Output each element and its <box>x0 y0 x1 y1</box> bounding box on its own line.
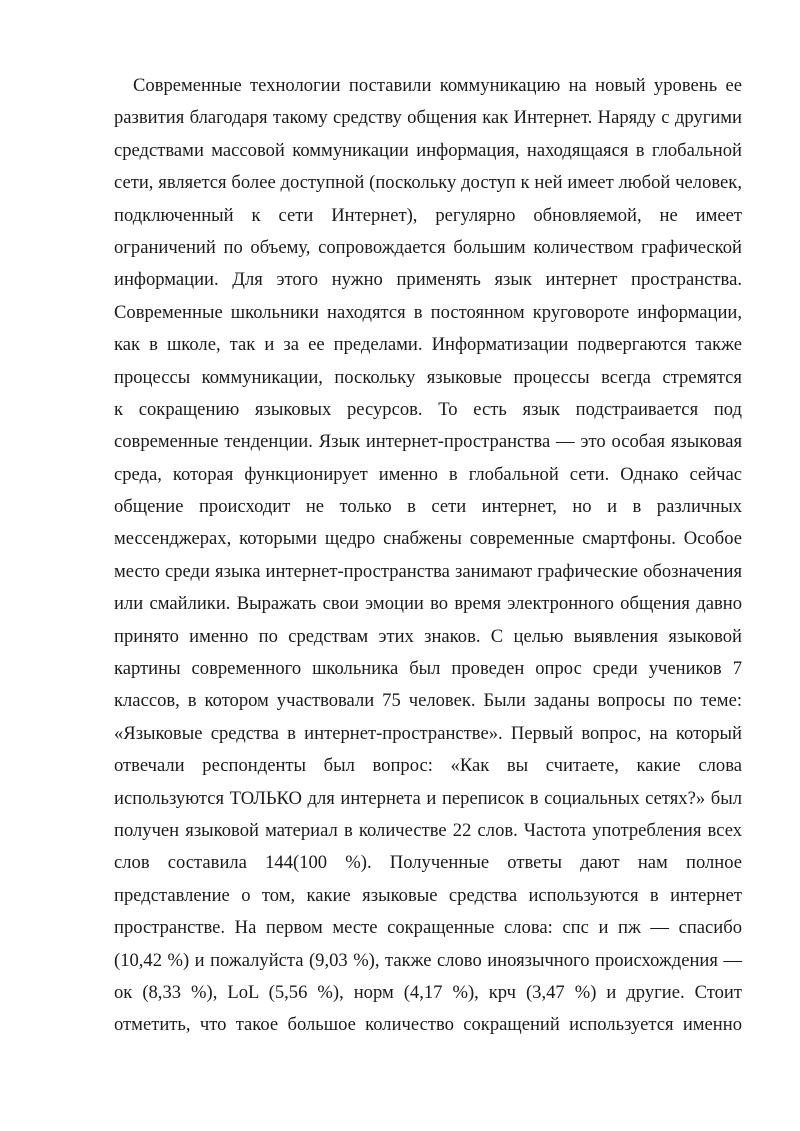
paragraph-line: «Языковые средства в интернет-пространстве». Первый вопрос, на который <box>114 722 742 744</box>
paragraph-line: средствами массовой коммуникации информация, находящаяся в глобальной <box>114 139 742 161</box>
document-body <box>114 70 742 1042</box>
paragraph-line: отметить, что такое большое количество сокращений используется именно <box>114 1014 742 1036</box>
paragraph-line: принято именно по средствам этих знаков. С целью выявления языковой <box>114 625 742 647</box>
paragraph-line: картины современного школьника был проведен опрос среди учеников 7 <box>114 658 742 680</box>
paragraph-line: слов составила 144(100 %). Полученные ответы дают нам полное <box>114 852 742 874</box>
paragraph-line: развития благодаря такому средству общения как Интернет. Наряду с другими <box>114 107 742 129</box>
paragraph-line: Современные технологии поставили коммуникацию на новый уровень ее <box>133 75 742 96</box>
paragraph-line: подключенный к сети Интернет), регулярно обновляемой, не имеет <box>114 204 742 226</box>
paragraph-line: ок (8,33 %), LoL (5,56 %), норм (4,17 %), крч (3,47 %) и другие. Стоит <box>114 981 742 1003</box>
paragraph-line: среда, которая функционирует именно в глобальной сети. Однако сейчас <box>114 463 742 485</box>
paragraph-line: как в школе, так и за ее пределами. Информатизации подвергаются также <box>114 334 742 356</box>
paragraph-line: процессы коммуникации, поскольку языковые процессы всегда стремятся <box>114 366 742 388</box>
paragraph-line: мессенджерах, которыми щедро снабжены современные смартфоны. Особое <box>114 528 742 550</box>
paragraph-line: (10,42 %) и пожалуйста (9,03 %), также слово иноязычного происхождения — <box>114 949 742 971</box>
paragraph-line: представление о том, какие языковые средства используются в интернет <box>114 884 742 906</box>
paragraph-line: отвечали респонденты был вопрос: «Как вы считаете, какие слова <box>114 755 742 777</box>
paragraph-line: современные тенденции. Язык интернет-пространства — это особая языковая <box>114 431 742 453</box>
paragraph-line: ограничений по объему, сопровождается большим количеством графической <box>114 236 742 258</box>
paragraph-line: получен языковой материал в количестве 22 слов. Частота употребления всех <box>114 819 742 841</box>
paragraph-line: используются ТОЛЬКО для интернета и переписок в социальных сетях?» был <box>114 787 742 809</box>
paragraph-line: пространстве. На первом месте сокращенные слова: спс и пж — спасибо <box>114 917 742 939</box>
paragraph-line: информации. Для этого нужно применять язык интернет пространства. <box>114 269 742 291</box>
paragraph-line: к сокращению языковых ресурсов. То есть язык подстраивается под <box>114 398 742 420</box>
paragraph-line: Современные школьники находятся в постоянном круговороте информации, <box>114 301 742 323</box>
paragraph-line: место среди языка интернет-пространства занимают графические обозначения <box>114 560 742 582</box>
paragraph-line: общение происходит не только в сети интернет, но и в различных <box>114 496 742 518</box>
paragraph-line: классов, в котором участвовали 75 человек. Были заданы вопросы по теме: <box>114 690 742 712</box>
paragraph-line: сети, является более доступной (поскольку доступ к ней имеет любой человек, <box>114 172 742 194</box>
paragraph-line: или смайлики. Выражать свои эмоции во время электронного общения давно <box>114 593 742 615</box>
